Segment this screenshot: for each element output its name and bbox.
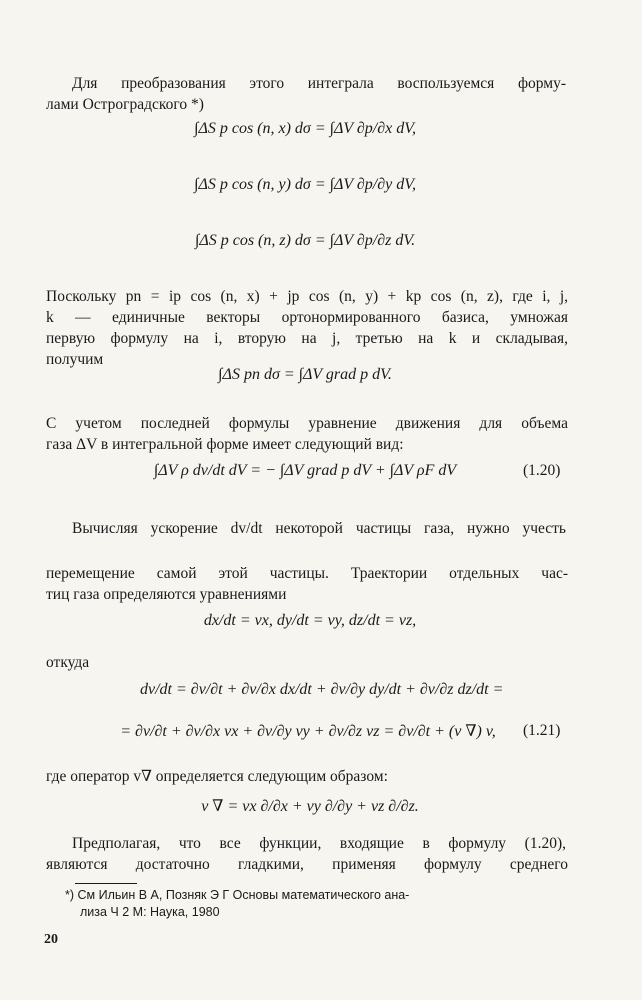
paragraph-line: откуда	[46, 654, 90, 671]
paragraph-line: Поскольку pn = ip cos (n, x) + jp cos (n, y) + kp cos (n, z), где i, j,	[46, 288, 568, 305]
formula-operator: v ∇ = vx ∂/∂x + vy ∂/∂y + vz ∂/∂z.	[201, 798, 419, 815]
paragraph-line: где оператор v∇ определяется следующим образом:	[46, 768, 388, 785]
paragraph-line: лами Остроградского *)	[46, 96, 204, 113]
formula-ostrogradsky-y: ∫ΔS p cos (n, y) dσ = ∫ΔV ∂p/∂y dV,	[194, 176, 416, 193]
formula-motion: ∫ΔV ρ dv/dt dV = − ∫ΔV grad p dV + ∫ΔV ρF dV	[153, 462, 457, 479]
formula-ostrogradsky-x: ∫ΔS p cos (n, x) dσ = ∫ΔV ∂p/∂x dV,	[194, 120, 416, 137]
paragraph-line: Предполагая, что все функции, входящие в формулу (1.20),	[72, 835, 566, 852]
paragraph-line: перемещение самой этой частицы. Траектории отдельных час-	[46, 565, 568, 582]
equation-number: (1.20)	[523, 462, 561, 479]
paragraph-line: Для преобразования этого интеграла воспользуемся форму-	[72, 75, 566, 92]
paragraph-line: Вычисляя ускорение dv/dt некоторой частицы газа, нужно учесть	[72, 520, 566, 537]
footnote-line: *) См Ильин В А, Позняк Э Г Основы математического ана-	[65, 888, 410, 902]
formula-ostrogradsky-z: ∫ΔS p cos (n, z) dσ = ∫ΔV ∂p/∂z dV.	[194, 232, 416, 249]
paragraph-line: являются достаточно гладкими, применяя формулу среднего	[46, 856, 568, 873]
paragraph-line: первую формулу на i, вторую на j, третью на k и складывая,	[46, 330, 568, 347]
paragraph-line: тиц газа определяются уравнениями	[46, 586, 287, 603]
footnote-rule	[75, 883, 137, 884]
formula-grad: ∫ΔS pn dσ = ∫ΔV grad p dV.	[218, 366, 392, 383]
page-number: 20	[44, 932, 58, 947]
formula-acceleration-2: = ∂v/∂t + ∂v/∂x vx + ∂v/∂y vy + ∂v/∂z vz = ∂v/∂t + (v ∇) v,	[120, 723, 496, 740]
paragraph-line: получим	[46, 351, 104, 368]
formula-trajectories: dx/dt = vx, dy/dt = vy, dz/dt = vz,	[203, 612, 417, 629]
formula-acceleration-1: dv/dt = ∂v/∂t + ∂v/∂x dx/dt + ∂v/∂y dy/dt + ∂v/∂z dz/dt =	[140, 681, 504, 698]
paragraph-line: газа ΔV в интегральной форме имеет следующий вид:	[46, 436, 404, 453]
paragraph-line: k — единичные векторы ортонормированного базиса, умножая	[46, 309, 568, 326]
equation-number: (1.21)	[523, 722, 561, 739]
footnote-line: лиза Ч 2 М: Наука, 1980	[80, 905, 220, 919]
paragraph-line: С учетом последней формулы уравнение движения для объема	[46, 415, 568, 432]
